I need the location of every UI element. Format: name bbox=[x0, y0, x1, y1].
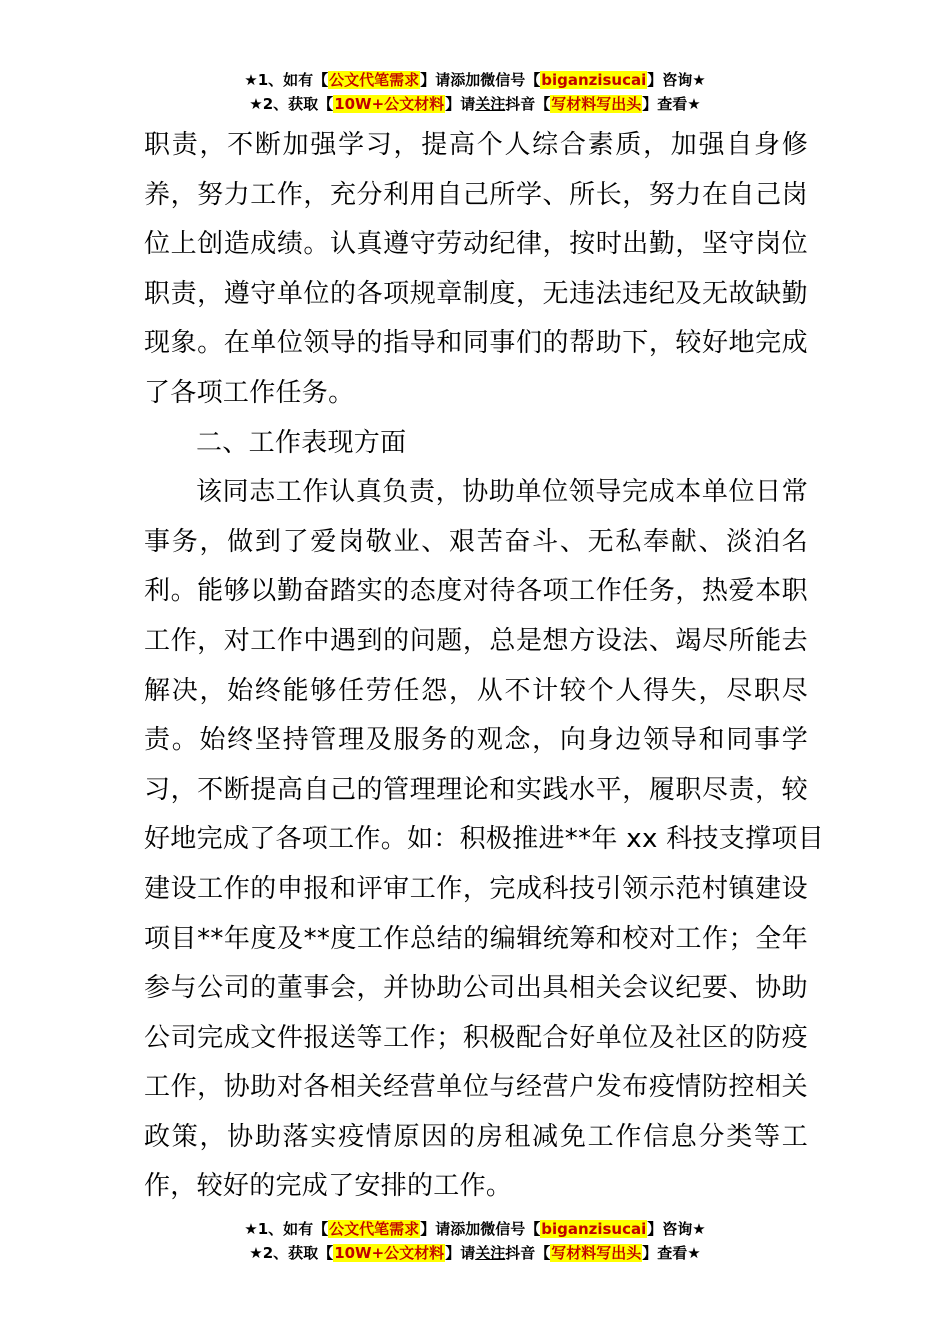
text-line: 了各项工作任务。 bbox=[144, 377, 355, 408]
text-line: 养，努力工作，充分利用自己所学、所长，努力在自己岗 bbox=[144, 179, 808, 210]
footer-banner bbox=[0, 1217, 950, 1265]
banner-line-2: ★2、获取【10W+公文材料】请关注抖音【写材料写出头】查看★ bbox=[249, 1244, 701, 1262]
highlight-douyin-account: 写材料写出头 bbox=[551, 1244, 642, 1262]
text-line: 习，不断提高自己的管理理论和实践水平，履职尽责，较 bbox=[144, 774, 808, 805]
highlight-materials: 10W+公文材料 bbox=[334, 95, 445, 113]
text-line: 职责，不断加强学习，提高个人综合素质，加强自身修 bbox=[144, 130, 808, 160]
highlight-service: 公文代笔需求 bbox=[329, 71, 420, 89]
text-line: 工作，对工作中遇到的问题，总是想方设法、竭尽所能去 bbox=[144, 625, 808, 656]
text-line: 参与公司的董事会，并协助公司出具相关会议纪要、协助 bbox=[144, 973, 808, 1004]
underlined-follow: 关注 bbox=[475, 95, 506, 113]
text-line: 项目**年度及**度工作总结的编辑统筹和校对工作；全年 bbox=[144, 923, 808, 954]
text-line: 该同志工作认真负责，协助单位领导完成本单位日常 bbox=[196, 477, 808, 508]
text-line: 事务，做到了爱岗敬业、艰苦奋斗、无私奉献、淡泊名 bbox=[144, 526, 808, 557]
banner-line-1: ★1、如有【公文代笔需求】请添加微信号【biganzisucai】咨询★ bbox=[244, 1220, 706, 1238]
document-body bbox=[144, 121, 825, 1212]
highlight-wechat-id: biganzisucai bbox=[541, 1220, 647, 1238]
text-line: 现象。在单位领导的指导和同事们的帮助下，较好地完成 bbox=[144, 328, 808, 359]
highlight-materials: 10W+公文材料 bbox=[334, 1244, 445, 1262]
text-line: 位上创造成绩。认真遵守劳动纪律，按时出勤，坚守岗位 bbox=[144, 229, 808, 260]
text-line: 职责，遵守单位的各项规章制度，无违法违纪及无故缺勤 bbox=[144, 278, 808, 309]
text-line: 政策，协助落实疫情原因的房租减免工作信息分类等工 bbox=[144, 1121, 808, 1152]
text-line: 公司完成文件报送等工作；积极配合好单位及社区的防疫 bbox=[144, 1022, 808, 1053]
text-line: 责。始终坚持管理及服务的观念，向身边领导和同事学 bbox=[144, 725, 808, 756]
banner-line-1: ★1、如有【公文代笔需求】请添加微信号【biganzisucai】咨询★ bbox=[244, 71, 706, 89]
underlined-follow: 关注 bbox=[475, 1244, 506, 1262]
header-banner bbox=[0, 68, 950, 116]
text-line: 工作，协助对各相关经营单位与经营户发布疫情防控相关 bbox=[144, 1072, 808, 1103]
highlight-wechat-id: biganzisucai bbox=[541, 71, 647, 89]
text-line: 利。能够以勤奋踏实的态度对待各项工作任务，热爱本职 bbox=[144, 576, 808, 607]
text-line: 建设工作的申报和评审工作，完成科技引领示范村镇建设 bbox=[144, 873, 808, 904]
text-line: 好地完成了各项工作。如：积极推进**年 xx 科技支撑项目 bbox=[144, 824, 825, 855]
highlight-douyin-account: 写材料写出头 bbox=[551, 95, 642, 113]
section-heading: 二、工作表现方面 bbox=[196, 427, 407, 458]
text-line: 解决，始终能够任劳任怨，从不计较个人得失，尽职尽 bbox=[144, 675, 808, 706]
text-line: 作，较好的完成了安排的工作。 bbox=[144, 1171, 513, 1202]
banner-line-2: ★2、获取【10W+公文材料】请关注抖音【写材料写出头】查看★ bbox=[249, 95, 701, 113]
highlight-service: 公文代笔需求 bbox=[329, 1220, 420, 1238]
